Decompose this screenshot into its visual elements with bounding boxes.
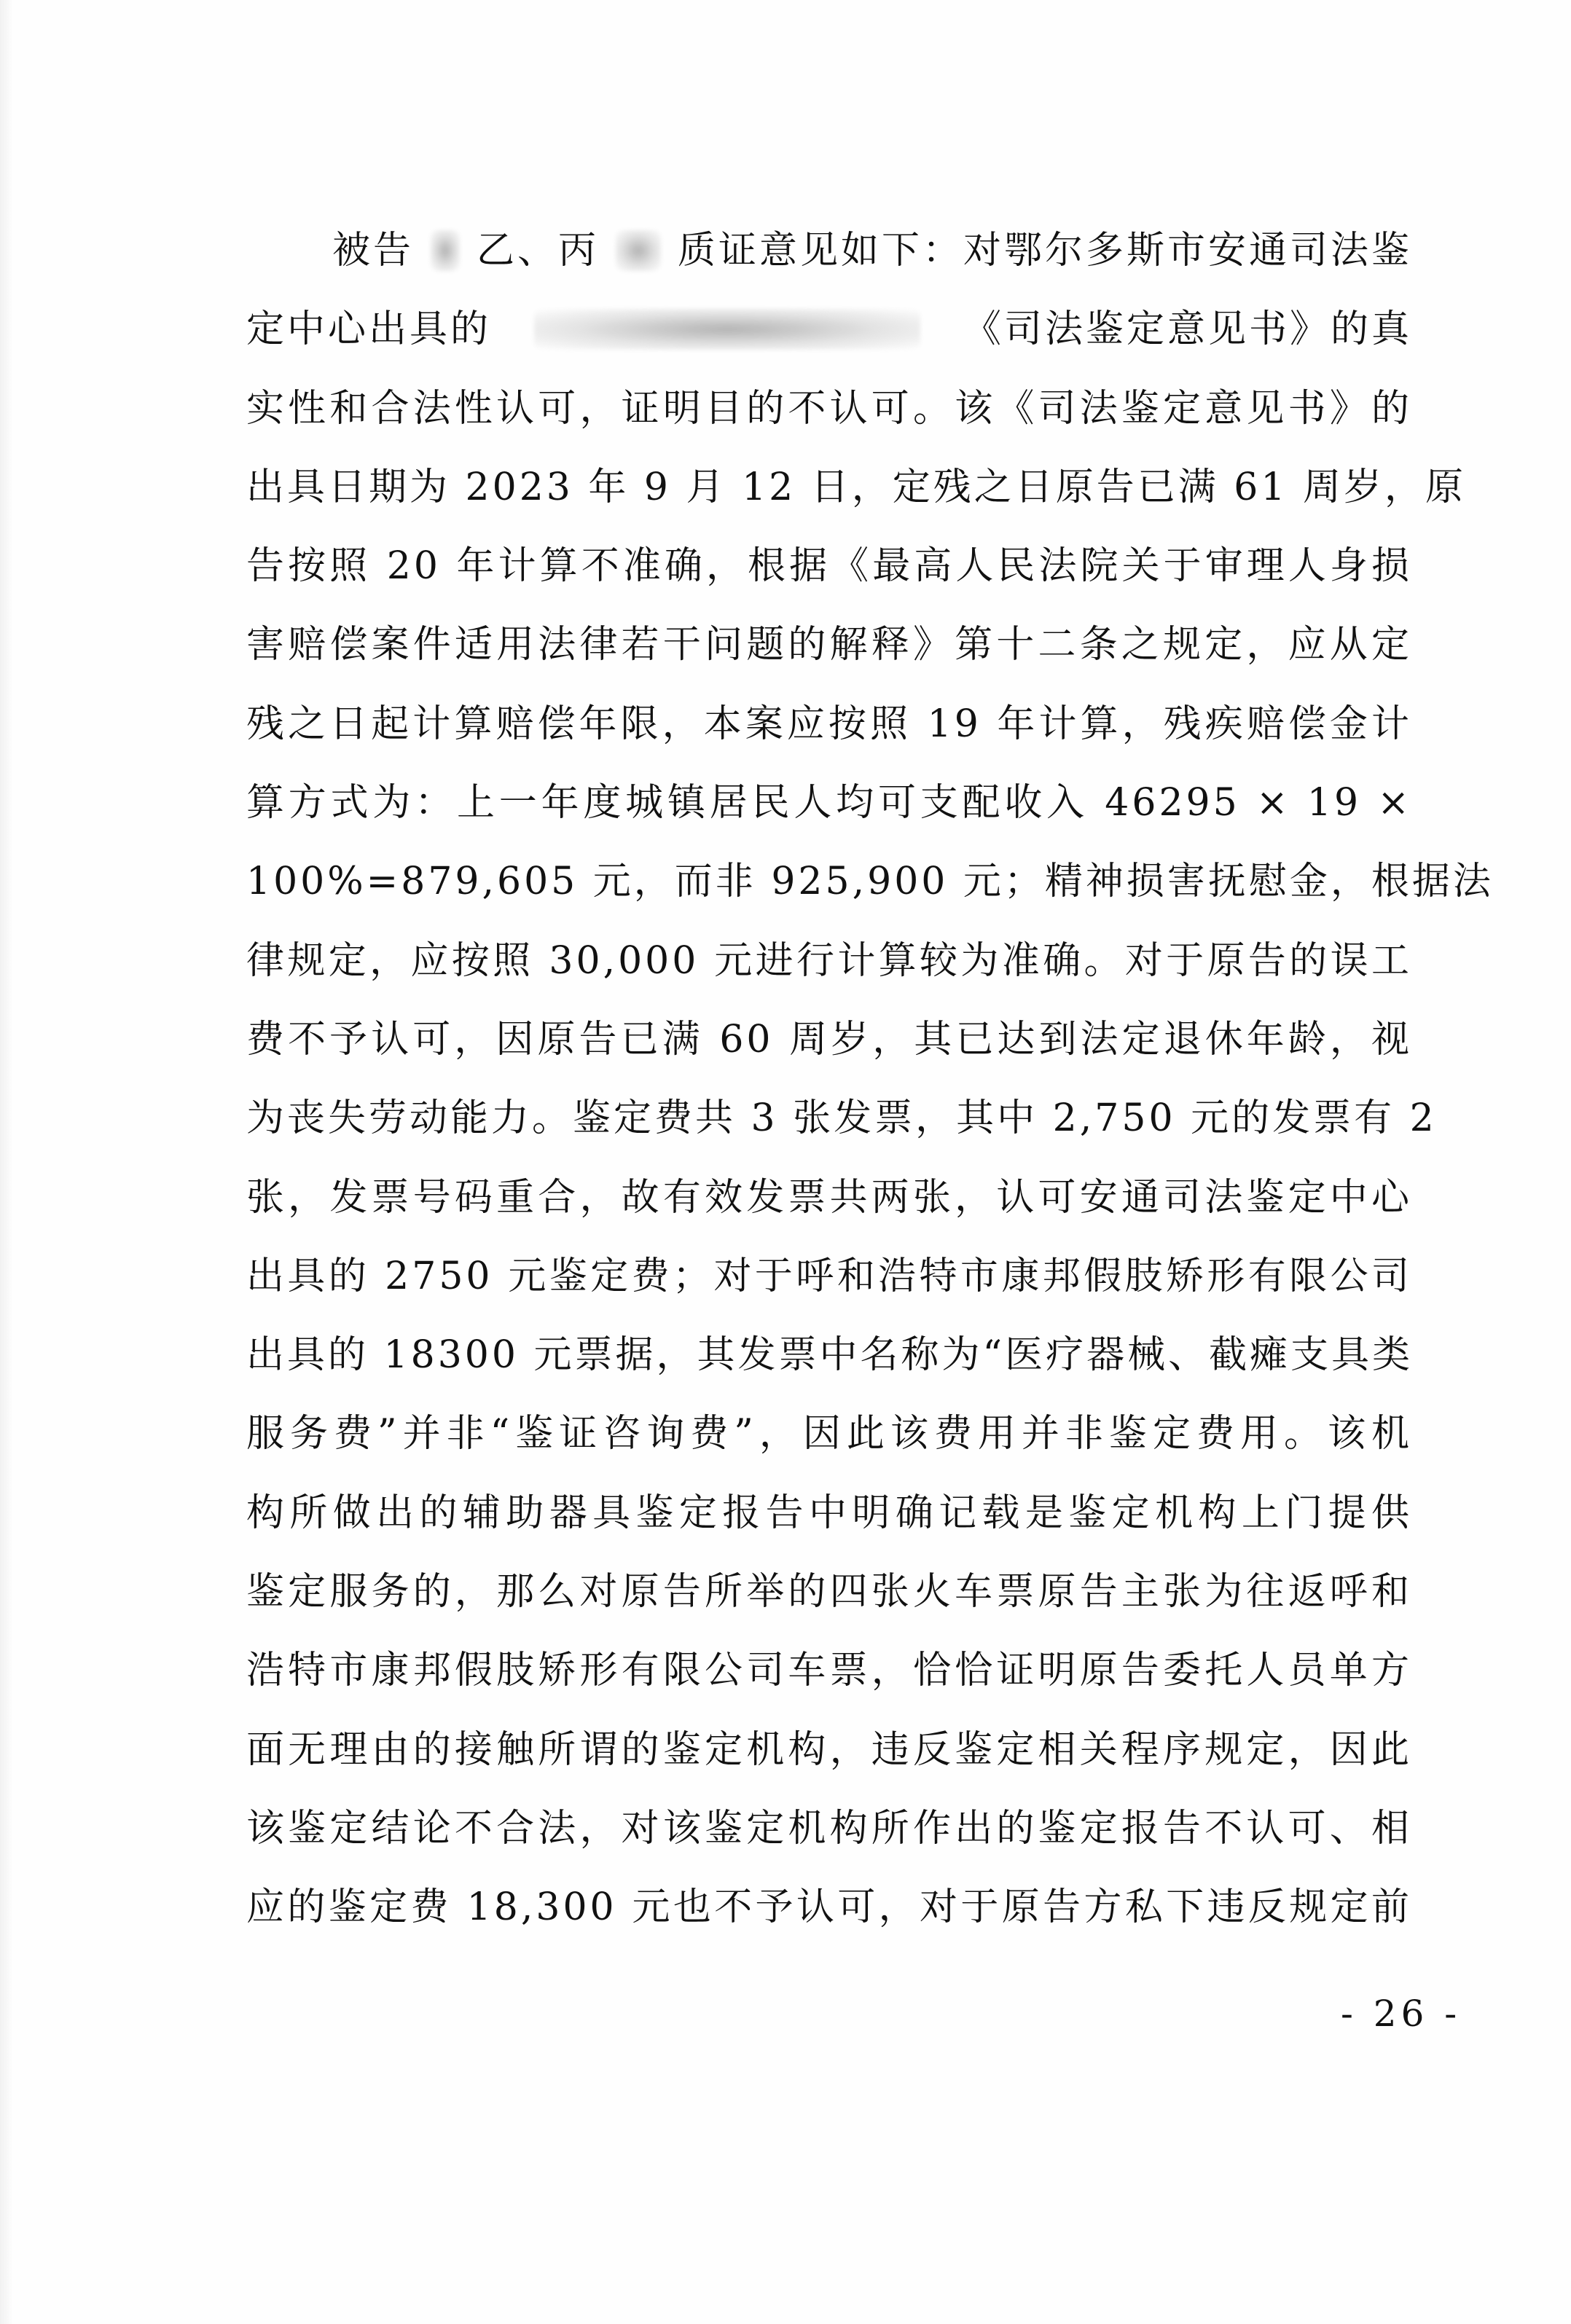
text-line: 告按照 20 年计算不准确，根据《最高人民法院关于审理人身损 xyxy=(246,544,1412,589)
text-line: 构所做出的辅助器具鉴定报告中明确记载是鉴定机构上门提供 xyxy=(246,1491,1412,1535)
text-segment: 《司法鉴定意见书》的真 xyxy=(963,307,1412,352)
text-line: 律规定，应按照 30,000 元进行计算较为准确。对于原告的误工 xyxy=(246,938,1412,983)
redacted-name-block xyxy=(616,230,661,271)
text-line: 算方式为：上一年度城镇居民人均可支配收入 46295 × 19 × xyxy=(246,781,1412,825)
paragraph xyxy=(246,211,1494,1947)
text-line: 出具日期为 2023 年 9 月 12 日，定残之日原告已满 61 周岁，原 xyxy=(246,465,1466,509)
text-line: 为丧失劳动能力。鉴定费共 3 张发票，其中 2,750 元的发票有 2 xyxy=(246,1096,1437,1141)
defendant-names: 乙、丙 xyxy=(476,229,599,272)
text-line: 张，发票号码重合，故有效发票共两张，认可安通司法鉴定中心 xyxy=(246,1175,1412,1220)
text-line-2 xyxy=(246,290,1412,369)
text-segment: 质证意见如下：对鄂尔多斯市安通司法鉴 xyxy=(677,229,1412,272)
text-line: 该鉴定结论不合法，对该鉴定机构所作出的鉴定报告不认可、相 xyxy=(246,1806,1412,1850)
text-line: 出具的 18300 元票据，其发票中名称为“医疗器械、截瘫支具类 xyxy=(246,1333,1414,1378)
text-line: 出具的 2750 元鉴定费；对于呼和浩特市康邦假肢矫形有限公司 xyxy=(246,1254,1412,1298)
text-line: 服务费”并非“鉴证咨询费”，因此该费用并非鉴定费用。该机 xyxy=(246,1412,1412,1456)
text-line-1 xyxy=(246,211,1412,290)
text-line: 残之日起计算赔偿年限，本案应按照 19 年计算，残疾赔偿金计 xyxy=(246,702,1412,746)
redacted-document-number xyxy=(534,309,920,350)
text-line: 鉴定服务的，那么对原告所举的四张火车票原告主张为往返呼和 xyxy=(246,1570,1412,1614)
text-line: 面无理由的接触所谓的鉴定机构，违反鉴定相关程序规定，因此 xyxy=(246,1727,1412,1772)
text-segment: 定中心出具的 xyxy=(246,307,492,352)
redacted-name-block xyxy=(431,230,460,271)
text-line: 应的鉴定费 18,300 元也不予认可，对于原告方私下违反规定前 xyxy=(246,1885,1412,1930)
text-line: 害赔偿案件适用法律若干问题的解释》第十二条之规定，应从定 xyxy=(246,623,1412,667)
text-segment: 被告 xyxy=(332,229,415,272)
text-line: 费不予认可，因原告已满 60 周岁，其已达到法定退休年龄，视 xyxy=(246,1017,1412,1061)
text-line: 浩特市康邦假肢矫形有限公司车票，恰恰证明原告委托人员单方 xyxy=(246,1649,1412,1693)
page-number: - 26 - xyxy=(1341,1993,1462,2035)
text-line: 100%=879,605 元，而非 925,900 元；精神损害抚慰金，根据法 xyxy=(246,860,1494,904)
text-line: 实性和合法性认可，证明目的不认可。该《司法鉴定意见书》的 xyxy=(246,386,1412,431)
